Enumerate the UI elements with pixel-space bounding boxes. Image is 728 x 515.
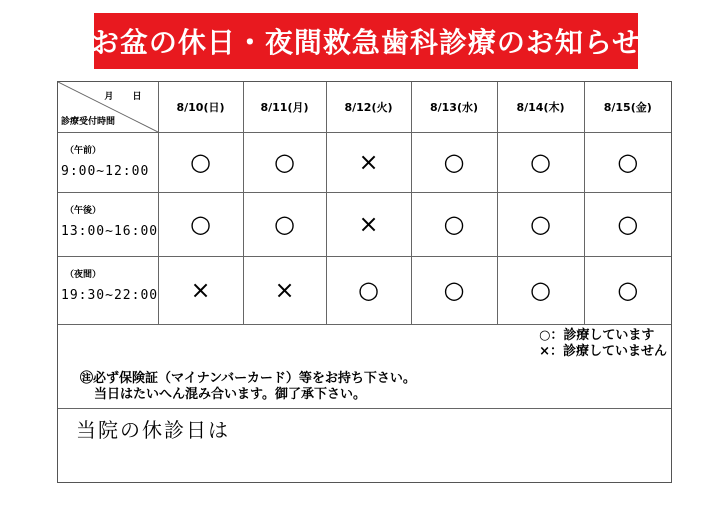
availability-mark: ○ bbox=[326, 256, 411, 324]
schedule-box bbox=[57, 81, 672, 483]
slot-time: 19:30~22:00 bbox=[61, 287, 159, 303]
legend-open: ○：診療しています bbox=[539, 328, 655, 343]
slot-row-afternoon bbox=[58, 192, 671, 256]
corner-date-label: 月 日 bbox=[104, 92, 150, 102]
availability-mark: ○ bbox=[584, 132, 671, 192]
availability-mark: ○ bbox=[411, 192, 497, 256]
notes-section bbox=[58, 324, 671, 409]
availability-mark: ○ bbox=[243, 192, 326, 256]
closed-days-label: 当院の休診日は bbox=[76, 418, 230, 442]
notice-line-2: 当日はたいへん混み合います。御了承下さい。 bbox=[94, 387, 366, 402]
slot-label-cell bbox=[58, 256, 158, 324]
header-corner-cell bbox=[58, 82, 158, 132]
availability-mark: ○ bbox=[158, 132, 243, 192]
slot-name: （夜間） bbox=[65, 269, 102, 280]
slot-row-morning bbox=[58, 132, 671, 192]
availability-mark: ○ bbox=[411, 132, 497, 192]
availability-mark: ○ bbox=[158, 192, 243, 256]
availability-mark: ○ bbox=[497, 256, 584, 324]
slot-label-cell bbox=[58, 192, 158, 256]
availability-mark: ○ bbox=[243, 132, 326, 192]
availability-mark: × bbox=[326, 132, 411, 192]
notice-title-banner bbox=[90, 13, 642, 69]
mark-legend bbox=[539, 328, 667, 360]
availability-mark: × bbox=[243, 256, 326, 324]
notice-title: お盆の休日・夜間救急歯科診療のお知らせ bbox=[90, 26, 642, 59]
date-header: 8/11(月) bbox=[243, 82, 326, 132]
slot-time: 9:00~12:00 bbox=[61, 163, 150, 179]
availability-mark: ○ bbox=[584, 192, 671, 256]
slot-name: （午前） bbox=[65, 145, 102, 156]
slot-row-night bbox=[58, 256, 671, 324]
availability-mark: ○ bbox=[411, 256, 497, 324]
availability-mark: ○ bbox=[497, 192, 584, 256]
availability-mark: ○ bbox=[497, 132, 584, 192]
date-header-row bbox=[58, 82, 671, 132]
date-header: 8/13(水) bbox=[411, 82, 497, 132]
slot-label-cell bbox=[58, 132, 158, 192]
availability-mark: × bbox=[158, 256, 243, 324]
date-header: 8/15(金) bbox=[584, 82, 671, 132]
availability-mark: ○ bbox=[584, 256, 671, 324]
notice-text bbox=[80, 371, 416, 403]
date-header: 8/14(木) bbox=[497, 82, 584, 132]
notice-line-1: ㊟必ず保険証（マイナンバーカード）等をお持ち下さい。 bbox=[80, 371, 416, 386]
date-header: 8/12(火) bbox=[326, 82, 411, 132]
legend-closed: ×：診療していません bbox=[539, 344, 667, 359]
schedule-table bbox=[58, 82, 671, 325]
slot-time: 13:00~16:00 bbox=[61, 223, 159, 239]
corner-time-label: 診療受付時間 bbox=[61, 116, 116, 127]
slot-name: （午後） bbox=[65, 205, 102, 216]
availability-mark: × bbox=[326, 192, 411, 256]
date-header: 8/10(日) bbox=[158, 82, 243, 132]
